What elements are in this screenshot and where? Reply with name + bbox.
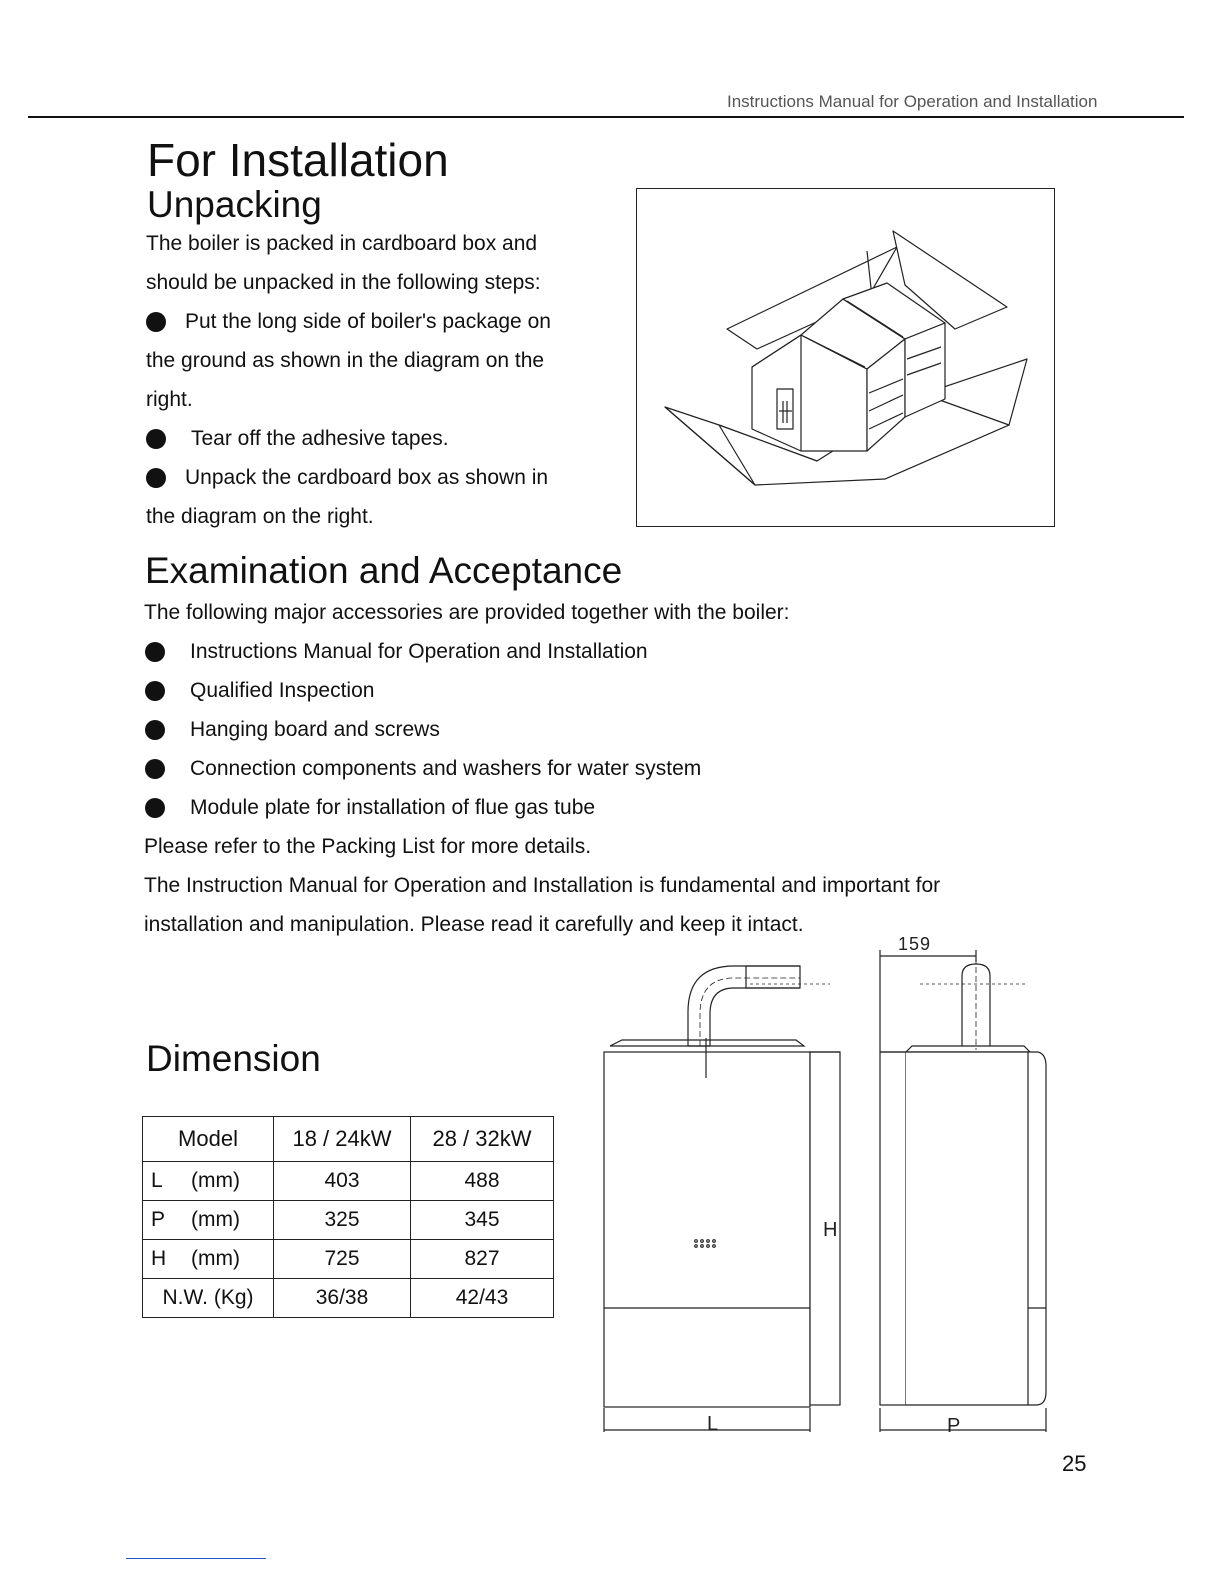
page-number: 25 [1062, 1451, 1087, 1476]
unpacking-step-1 [146, 302, 596, 341]
unpacking-diagram [636, 188, 1055, 527]
row-unit: (mm) [191, 1247, 240, 1270]
list-item-text: Qualified Inspection [190, 679, 375, 702]
list-item-text: Connection components and washers for water system [190, 757, 702, 780]
page-title: For Installation [147, 134, 449, 186]
list-item-text: Hanging board and screws [190, 718, 440, 741]
row-symbol: P [151, 1208, 166, 1231]
unpacking-step-1-line-3: right. [146, 388, 193, 411]
examination-intro: The following major accessories are provided together with the boiler: [144, 601, 790, 624]
bullet-icon [146, 468, 166, 488]
table-cell: 827 [411, 1240, 554, 1279]
row-unit: (mm) [191, 1208, 240, 1231]
row-unit: (mm) [191, 1169, 240, 1192]
bullet-icon [145, 720, 165, 740]
accessory-list [144, 632, 1084, 827]
bullet-icon [145, 642, 165, 662]
running-header: Instructions Manual for Operation and Installation [727, 92, 1098, 111]
bullet-icon [145, 681, 165, 701]
table-row [143, 1279, 554, 1318]
dimension-label-159: 159 [898, 934, 932, 954]
unpacking-step-3 [146, 458, 596, 497]
dimension-table [142, 1116, 554, 1318]
unpacking-step-1-text: Put the long side of boiler's package on [185, 310, 551, 333]
examination-heading: Examination and Acceptance [145, 550, 623, 591]
list-item [144, 710, 1084, 749]
unpacking-step-2 [146, 419, 596, 458]
dimension-label-p: P [947, 1415, 961, 1437]
unpacking-intro-line-1: The boiler is packed in cardboard box and [146, 232, 538, 255]
row-unit: (Kg) [213, 1286, 254, 1309]
table-cell: 403 [274, 1162, 411, 1201]
unpacking-text [146, 224, 596, 536]
unpacking-step-1-line-2: the ground as shown in the diagram on the [146, 349, 545, 372]
bullet-icon [145, 798, 165, 818]
row-symbol: N.W. [162, 1286, 208, 1309]
dimension-label-l: L [707, 1413, 719, 1435]
table-cell: 488 [411, 1162, 554, 1201]
manual-note-line-1: The Instruction Manual for Operation and Installation is fundamental and important for [144, 874, 941, 897]
table-row-label [143, 1279, 274, 1318]
examination-text [144, 593, 1084, 944]
table-cell: 42/43 [411, 1279, 554, 1318]
table-cell: 36/38 [274, 1279, 411, 1318]
list-item-text: Instructions Manual for Operation and Installation [190, 640, 648, 663]
list-item [144, 788, 1084, 827]
bullet-icon [145, 759, 165, 779]
unpacking-intro-line-2: should be unpacked in the following steps: [146, 271, 541, 294]
footer-rule [126, 1558, 266, 1559]
dimension-drawing [590, 930, 1060, 1445]
table-row-label [143, 1162, 274, 1201]
row-symbol: H [151, 1247, 167, 1270]
table-header-cell: 18 / 24kW [274, 1117, 411, 1162]
header-rule [28, 116, 1184, 118]
unpacking-heading: Unpacking [147, 184, 322, 225]
table-row-label [143, 1240, 274, 1279]
front-view [604, 966, 840, 1432]
table-row-label [143, 1201, 274, 1240]
table-cell: 725 [274, 1240, 411, 1279]
table-row [143, 1162, 554, 1201]
bullet-icon [146, 429, 166, 449]
table-header-cell: 28 / 32kW [411, 1117, 554, 1162]
manual-note-line-2: installation and manipulation. Please read it carefully and keep it intact. [144, 913, 804, 936]
table-cell: 345 [411, 1201, 554, 1240]
row-symbol: L [151, 1169, 163, 1192]
table-row [143, 1201, 554, 1240]
unpacking-step-3-line-2: the diagram on the right. [146, 505, 374, 528]
dimension-heading: Dimension [146, 1038, 321, 1079]
table-cell: 325 [274, 1201, 411, 1240]
packing-list-reference: Please refer to the Packing List for more details. [144, 835, 592, 858]
dimension-label-h: H [823, 1219, 838, 1241]
unpacking-step-2-text: Tear off the adhesive tapes. [191, 427, 449, 450]
list-item-text: Module plate for installation of flue gas tube [190, 796, 596, 819]
bullet-icon [146, 312, 166, 332]
unpacking-step-3-text: Unpack the cardboard box as shown in [185, 466, 549, 489]
list-item [144, 632, 1084, 671]
table-header-cell: Model [143, 1117, 274, 1162]
table-header-row [143, 1117, 554, 1162]
list-item [144, 749, 1084, 788]
table-row [143, 1240, 554, 1279]
side-view [880, 950, 1046, 1432]
list-item [144, 671, 1084, 710]
